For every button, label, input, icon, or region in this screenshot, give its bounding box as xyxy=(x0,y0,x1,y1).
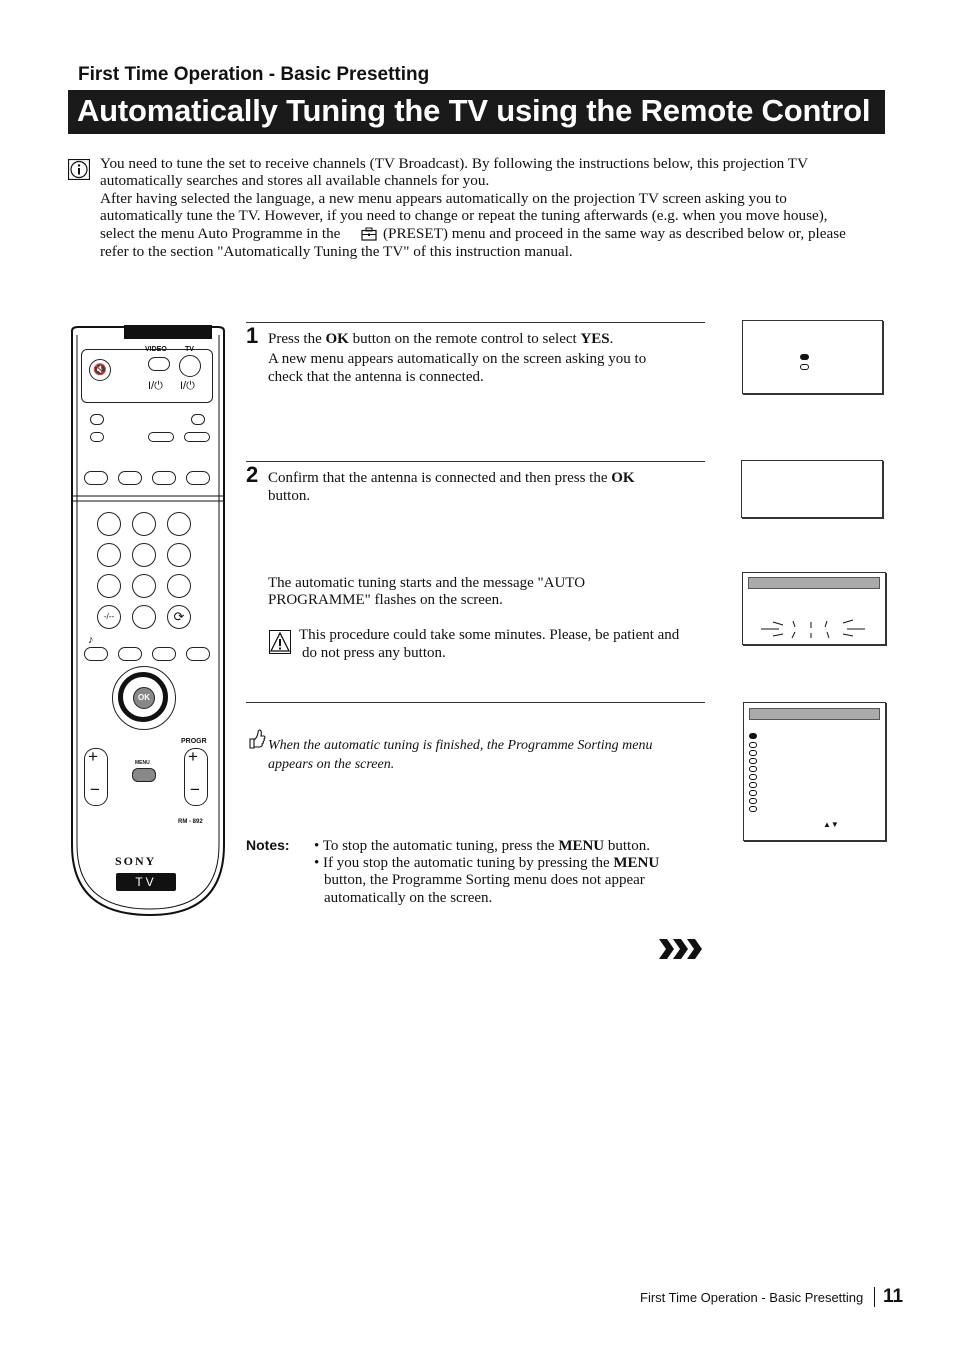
note-icon: ♪ xyxy=(88,634,94,646)
menu-label: MENU xyxy=(135,760,150,766)
warning-line: This procedure could take some minutes. Please, be patient and xyxy=(299,627,680,643)
input-button[interactable] xyxy=(184,432,210,442)
screen-mode-button[interactable] xyxy=(152,647,176,661)
ok-button[interactable]: OK xyxy=(133,687,155,709)
blue-button[interactable] xyxy=(186,471,210,485)
number-button[interactable] xyxy=(132,543,156,567)
option-dot xyxy=(800,364,809,370)
programme-dot xyxy=(749,766,757,772)
picture-mode-button[interactable] xyxy=(148,432,174,442)
number-button[interactable] xyxy=(167,574,191,598)
tip-line: When the automatic tuning is finished, the Programme Sorting menu xyxy=(268,738,653,753)
warning-icon xyxy=(269,630,291,654)
note-item: button, the Programme Sorting menu does not appear xyxy=(324,872,645,888)
menu-highlight-bar xyxy=(749,708,880,720)
tv-power-button[interactable] xyxy=(179,355,201,377)
intro-line: automatically searches and stores all available channels for you. xyxy=(100,172,490,189)
text-button[interactable] xyxy=(90,432,104,442)
programme-dot xyxy=(749,774,757,780)
number-button[interactable] xyxy=(132,605,156,629)
power-symbol-icon: I/⏻ xyxy=(180,380,195,392)
tv-screen-auto-programme xyxy=(742,572,886,645)
step-divider xyxy=(246,461,705,462)
function-button[interactable] xyxy=(90,414,104,425)
intro-line: You need to tune the set to receive channels (TV Broadcast). By following the instructions below, this projection TV xyxy=(100,155,809,172)
teletext-button[interactable] xyxy=(191,414,205,425)
intro-line: select the menu Auto Programme in the xyxy=(100,225,341,242)
number-button[interactable] xyxy=(97,512,121,536)
note-item: automatically on the screen. xyxy=(324,890,493,906)
tv-screen-auto-tuning-prompt xyxy=(742,320,883,394)
volume-down-icon: − xyxy=(90,780,100,799)
mute-button[interactable]: 🔇 xyxy=(89,359,111,381)
number-button[interactable] xyxy=(167,543,191,567)
title-bar xyxy=(68,90,885,134)
next-page-arrows-icon xyxy=(657,937,705,961)
sound-mode-button[interactable] xyxy=(84,647,108,661)
programme-dot xyxy=(749,798,757,804)
tip-line: appears on the screen. xyxy=(268,757,395,772)
number-button[interactable] xyxy=(167,512,191,536)
thumbs-up-icon xyxy=(247,728,266,750)
up-down-arrows-icon: ▲▼ xyxy=(823,820,839,829)
video-label: VIDEO xyxy=(145,346,167,353)
section-heading: First Time Operation - Basic Presetting xyxy=(78,64,430,85)
step2-line: button. xyxy=(268,488,311,504)
footer-divider xyxy=(874,1287,875,1307)
step1-line: A new menu appears automatically on the screen asking you to xyxy=(268,351,647,367)
step-number: 1 xyxy=(246,323,259,348)
programme-dot xyxy=(749,758,757,764)
intro-line: refer to the section "Automatically Tuning the TV" of this instruction manual. xyxy=(100,243,573,260)
programme-up-icon: + xyxy=(188,747,198,766)
tv-screen-antenna-check xyxy=(741,460,883,518)
brand-logo: SONY xyxy=(115,854,157,868)
flashing-indicator-icon xyxy=(759,617,869,639)
programme-dot xyxy=(749,782,757,788)
step2-line: Confirm that the antenna is connected and then press the OK xyxy=(268,470,635,486)
programme-dot xyxy=(749,742,757,748)
position-button[interactable] xyxy=(186,647,210,661)
remote-control xyxy=(68,325,228,917)
programme-dot xyxy=(749,790,757,796)
model-label: RM - 892 xyxy=(178,819,203,825)
selected-option-dot xyxy=(800,354,809,360)
menu-highlight-bar xyxy=(748,577,880,589)
volume-up-icon: + xyxy=(88,747,98,766)
intro-line: (PRESET) menu and proceed in the same way as described below or, please xyxy=(383,225,846,242)
footer-section-name: First Time Operation - Basic Presetting xyxy=(640,1290,864,1305)
progr-label: PROGR xyxy=(181,738,207,745)
video-power-button[interactable] xyxy=(148,357,170,371)
picture-adjust-button[interactable] xyxy=(118,647,142,661)
note-item: • If you stop the automatic tuning by pressing the MENU xyxy=(314,855,660,871)
step1-line: Press the OK button on the remote control to select YES. xyxy=(268,331,614,347)
info-icon xyxy=(68,159,90,180)
number-button[interactable] xyxy=(132,512,156,536)
number-button[interactable] xyxy=(97,543,121,567)
intro-line: After having selected the language, a new menu appears automatically on the projection TV screen asking you to xyxy=(100,190,787,207)
digit-entry-button[interactable]: -/-- xyxy=(97,605,121,629)
step-number: 2 xyxy=(246,462,259,487)
notes-label: Notes: xyxy=(246,837,290,853)
warning-line: do not press any button. xyxy=(302,645,446,661)
page-number: 11 xyxy=(883,1286,904,1307)
programme-dot xyxy=(749,750,757,756)
tv-badge: TV xyxy=(116,873,176,891)
red-button[interactable] xyxy=(84,471,108,485)
step-divider xyxy=(246,322,705,323)
green-button[interactable] xyxy=(118,471,142,485)
number-button[interactable] xyxy=(132,574,156,598)
number-button[interactable] xyxy=(97,574,121,598)
power-symbol-icon: I/⏻ xyxy=(148,380,163,392)
tv-label: TV xyxy=(185,346,194,353)
menu-button[interactable] xyxy=(132,768,156,782)
programme-down-icon: − xyxy=(190,780,200,799)
note-item: • To stop the automatic tuning, press the MENU button. xyxy=(314,838,650,854)
yellow-button[interactable] xyxy=(152,471,176,485)
step1-line: check that the antenna is connected. xyxy=(268,369,484,385)
preset-menu-icon xyxy=(361,227,377,241)
auto-tuning-line: The automatic tuning starts and the message "AUTO xyxy=(268,575,586,591)
page-title: Automatically Tuning the TV using the Remote Control xyxy=(77,93,871,128)
swap-button[interactable]: ⟳ xyxy=(167,605,191,629)
programme-dot xyxy=(749,806,757,812)
intro-line: automatically tune the TV. However, if you need to change or repeat the tuning afterwards (e.g. when you move house), xyxy=(100,207,828,224)
selected-programme-dot xyxy=(749,733,757,739)
tv-screen-programme-sorting xyxy=(743,702,886,841)
auto-tuning-line: PROGRAMME" flashes on the screen. xyxy=(268,592,503,608)
section-divider xyxy=(246,702,705,703)
